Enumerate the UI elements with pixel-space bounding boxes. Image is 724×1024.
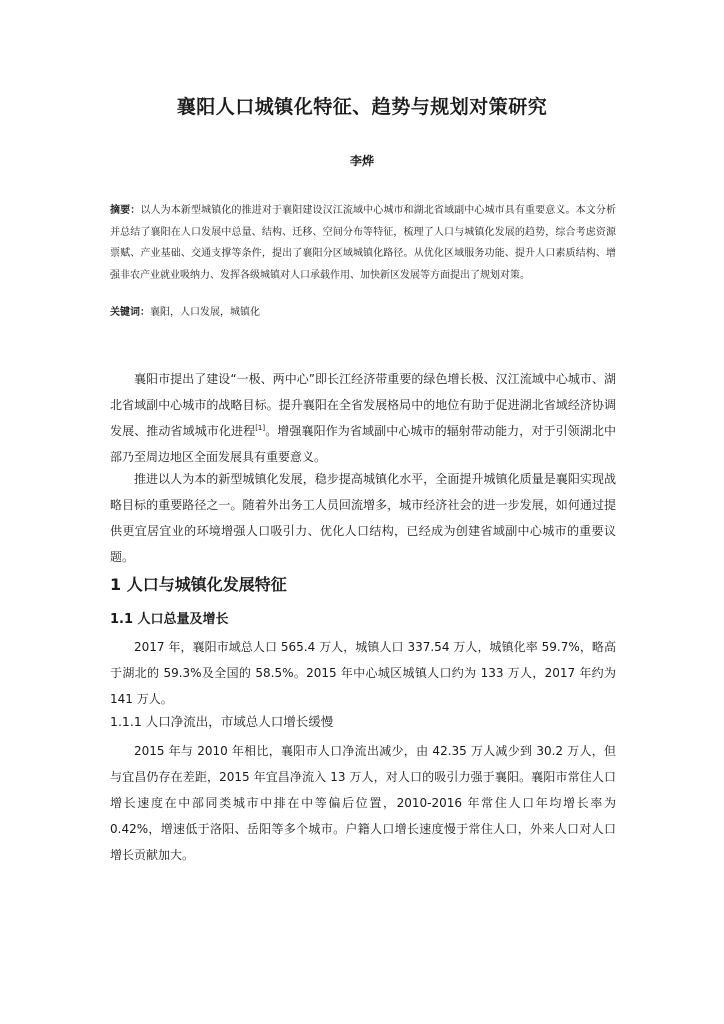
intro-paragraph-1-tail: 。增强襄阳作为省域副中心城市的辐射带动能力，对于引领湖北中部乃至周边地区全面发展具有重要意义。 <box>110 424 616 464</box>
section-1-heading: 1 人口与城镇化发展特征 <box>110 575 287 594</box>
abstract-text: 以人为本新型城镇化的推进对于襄阳建设汉江流域中心城市和湖北省域副中心城市具有重要意义。本文分析并总结了襄阳在人口发展中总量、结构、迁移、空间分布等特征，梳理了人口与城镇化发展的趋势，综合考虑资源票赋、产业基础、交通支撑等条件，提出了襄阳分区域城镇化路径。从优化区域服务功能、提升人口素质结构、增强非农产业就业吸纳力、发挥各级城镇对人口承载作用、加快新区发展等方面提出了规划对策。 <box>110 205 617 281</box>
intro-paragraph-1 <box>110 366 616 470</box>
intro-paragraph-1-text: 襄阳市提出了建设“一极、两中心”即长江经济带重要的绿色增长极、汉江流域中心城市、湖北省域副中心城市的战略目标。提升襄阳在全省发展格局中的地位有助于促进湖北省域经济协调发展、推动省域城市化进程 <box>110 372 616 438</box>
abstract-label: 摘要： <box>110 205 141 216</box>
section-1-1-heading: 1.1 人口总量及增长 <box>110 612 229 627</box>
keywords-text: 襄阳，人口发展，城镇化 <box>150 307 260 318</box>
paper-title: 襄阳人口城镇化特征、趋势与规划对策研究 <box>176 96 548 118</box>
abstract <box>110 200 616 286</box>
intro-paragraph-2: 推进以人为本的新型城镇化发展，稳步提高城镇化水平，全面提升城镇化质量是襄阳实现战略目标的重要路径之一。随着外出务工人员回流增多，城市经济社会的进一步发展，如何通过提供更宜居宜业的环境增强人口吸引力、优化人口结构，已经成为创建省域副中心城市的重要议题。 <box>110 472 616 564</box>
keywords <box>110 304 616 322</box>
citation-ref: [1] <box>255 424 266 432</box>
author-name: 李烨 <box>349 154 374 168</box>
section-1-1-paragraph: 2017 年，襄阳市域总人口 565.4 万人，城镇人口 337.54 万人，城镇化率 59.7%，略高于湖北的 59.3%及全国的 58.5%。2015 年中心城区城镇人口约为 133 万人，2017 年约为 141 万人。 <box>110 640 616 706</box>
section-1-1-1-paragraph: 2015 年与 2010 年相比，襄阳市人口净流出减少，由 42.35 万人减少到 30.2 万人，但与宜昌仍存在差距，2015 年宜昌净流入 13 万人，对人口的吸引力强于襄阳。襄阳市常住人口增长速度在中部同类城市中排在中等偏后位置，2010-2016 年常住人口年均增长率为 0.42%，增速低于洛阳、岳阳等多个城市。户籍人口增长速度慢于常住人口，外来人口对人口增长贡献加大。 <box>110 744 616 862</box>
keywords-label: 关键词： <box>110 307 150 318</box>
section-1-1-1-heading: 1.1.1 人口净流出，市域总人口增长缓慢 <box>110 714 334 729</box>
